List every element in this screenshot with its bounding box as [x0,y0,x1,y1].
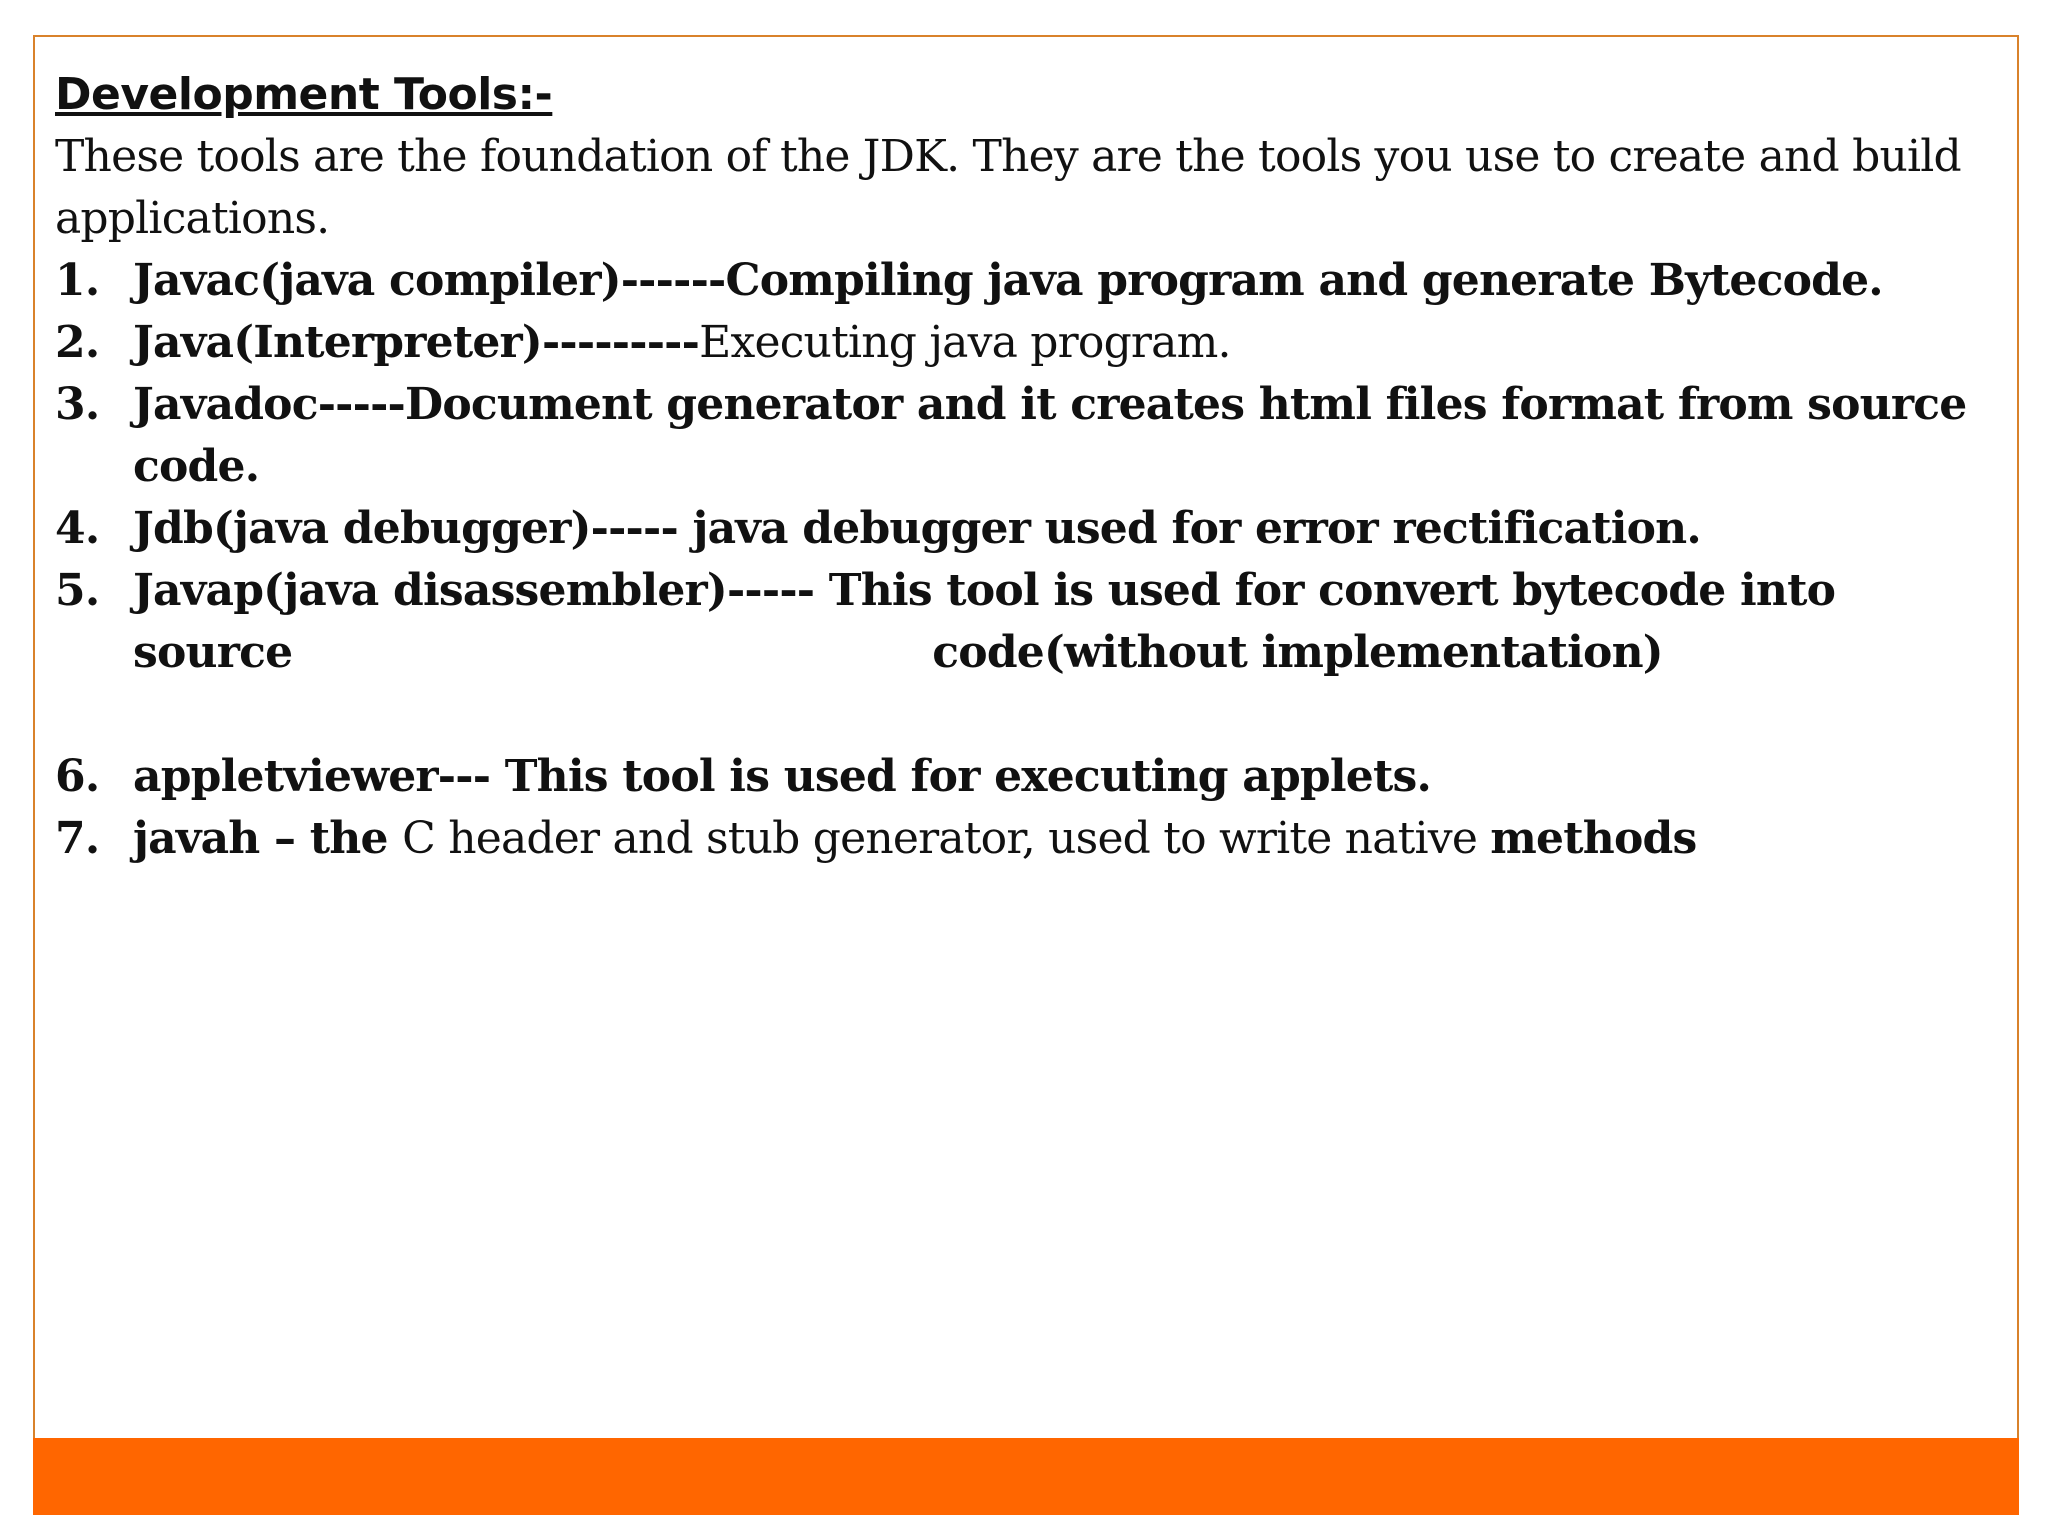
list-number: 1. [55,255,100,306]
tool-description: C header and stub generator, used to write native [402,813,1491,864]
slide-content [55,64,2005,870]
tool-list [55,250,2005,870]
tool-text: Jdb(java debugger)----- java debugger used for error rectification. [133,503,1701,554]
bottom-accent-bar [33,1438,2019,1515]
tool-text: appletviewer--- This tool is used for executing applets. [133,751,1431,802]
tool-item-appletviewer [55,746,2005,808]
tool-item-java [55,312,2005,374]
tool-text-continued: code(without implementation) [932,627,1663,678]
list-number: 2. [55,317,100,368]
list-number: 5. [55,565,100,616]
list-number: 3. [55,379,100,430]
tool-text: Javap(java disassembler)----- This tool is used for convert bytecode into source [133,565,1836,678]
tool-name: Java(Interpreter)--------- [133,317,700,368]
tool-text: Javac(java compiler)------Compiling java program and generate Bytecode. [133,255,1883,306]
tool-name: javah – the [133,813,403,864]
slide-heading: Development Tools:- [55,69,553,120]
tool-item-javap [55,560,2005,684]
tool-item-javadoc [55,374,2005,498]
list-number: 7. [55,813,100,864]
tool-description: Executing java program. [699,317,1231,368]
list-number: 4. [55,503,100,554]
intro-paragraph: These tools are the foundation of the JDK. They are the tools you use to create and build applications. [55,131,1961,244]
tool-item-javah [55,808,2005,870]
list-number: 6. [55,751,100,802]
tool-text: Javadoc-----Document generator and it creates html files format from source code. [133,379,1967,492]
tool-item-javac [55,250,2005,312]
tool-keyword: methods [1490,813,1697,864]
blank-line [55,684,2005,746]
tool-item-jdb [55,498,2005,560]
